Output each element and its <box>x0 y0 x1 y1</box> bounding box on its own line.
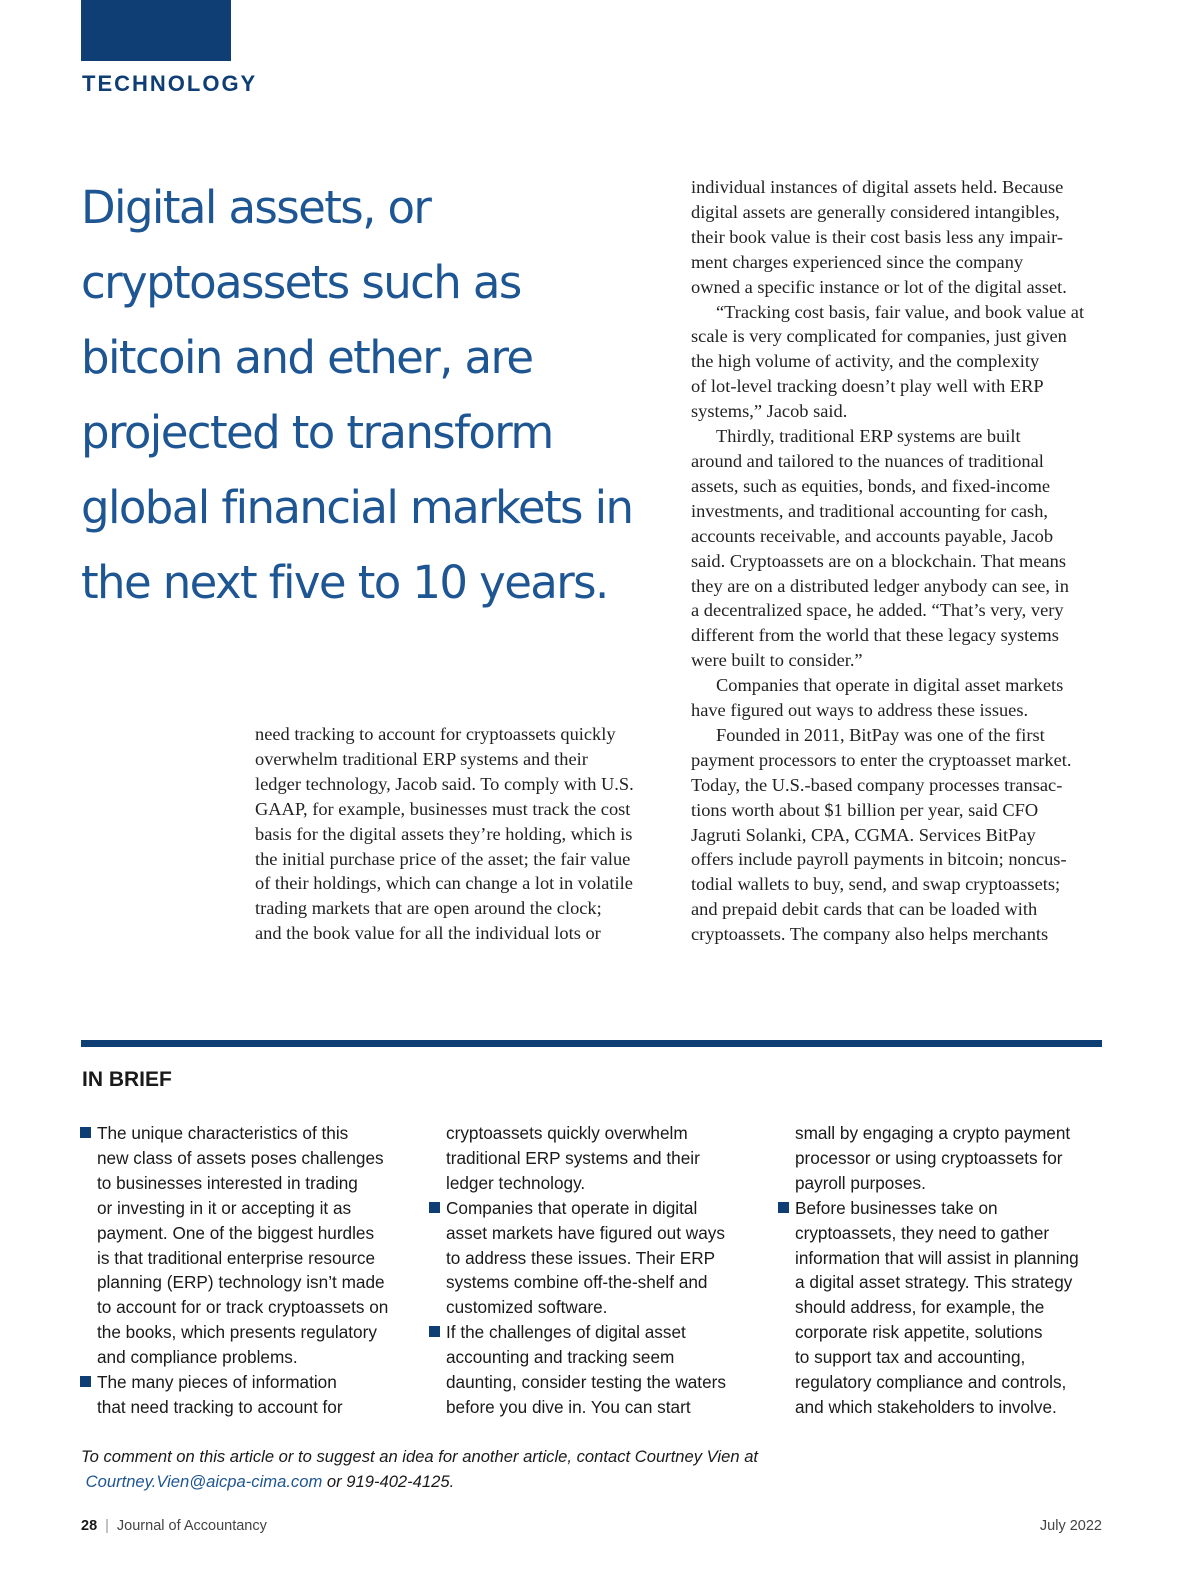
contact-line-2 <box>81 1469 758 1494</box>
in-brief-line: traditional ERP systems and their <box>446 1147 700 1168</box>
article-column-right <box>691 175 1111 947</box>
body-line: of their holdings, which can change a lot in volatile <box>255 873 633 894</box>
body-line: ledger technology, Jacob said. To comply with U.S. <box>255 773 634 794</box>
in-brief-line: payroll purposes. <box>795 1172 926 1193</box>
pull-quote-line: cryptoassets such as <box>81 256 521 309</box>
header-accent-block <box>81 0 231 61</box>
in-brief-line: and compliance problems. <box>97 1347 298 1368</box>
in-brief-line: to businesses interested in trading <box>97 1172 358 1193</box>
body-line: they are on a distributed ledger anybody can see, in <box>691 575 1069 596</box>
in-brief-line: should address, for example, the <box>795 1297 1045 1318</box>
body-line: trading markets that are open around the clock; <box>255 898 602 919</box>
in-brief-line: regulatory compliance and controls, <box>795 1372 1067 1393</box>
body-line: overwhelm traditional ERP systems and their <box>255 748 588 769</box>
in-brief-bullet-line: Before businesses take on <box>779 1196 1109 1221</box>
in-brief-bullet-line: Companies that operate in digital <box>430 1196 760 1221</box>
body-line: todial wallets to buy, send, and swap cryptoassets; <box>691 874 1061 895</box>
in-brief-line: that need tracking to account for <box>97 1396 343 1417</box>
pull-quote-line: the next five to 10 years. <box>81 556 608 609</box>
body-line: owned a specific instance or lot of the digital asset. <box>691 276 1067 297</box>
body-line: investments, and traditional accounting for cash, <box>691 500 1048 521</box>
body-line: have figured out ways to address these issues. <box>691 700 1029 721</box>
footer-left <box>81 1518 267 1534</box>
in-brief-line: to support tax and accounting, <box>795 1347 1026 1368</box>
in-brief-line: the books, which presents regulatory <box>97 1322 377 1343</box>
in-brief-line: corporate risk appetite, solutions <box>795 1322 1043 1343</box>
body-line: Jagruti Solanki, CPA, CGMA. Services BitPay <box>691 824 1036 845</box>
in-brief-title: IN BRIEF <box>82 1068 172 1091</box>
issue-date: July 2022 <box>1039 1518 1102 1534</box>
body-line: and prepaid debit cards that can be loaded with <box>691 899 1038 920</box>
in-brief-line: new class of assets poses challenges <box>97 1147 384 1168</box>
body-line: need tracking to account for cryptoassets quickly <box>255 724 616 744</box>
in-brief-line: payment. One of the biggest hurdles <box>97 1222 375 1243</box>
in-brief-line: small by engaging a crypto payment <box>795 1123 1071 1143</box>
article-column-middle <box>255 722 665 946</box>
body-line: ment charges experienced since the company <box>691 251 1024 272</box>
contact-line-1: To comment on this article or to suggest an idea for another article, contact Courtney Vien at <box>81 1447 759 1466</box>
pull-quote-line: bitcoin and ether, are <box>81 331 533 384</box>
body-line: their book value is their cost basis less any impair- <box>691 226 1063 247</box>
pull-quote-line: projected to transform <box>81 406 553 459</box>
body-line: cryptoassets. The company also helps merchants <box>691 924 1049 945</box>
body-line: the high volume of activity, and the complexity <box>691 351 1040 372</box>
body-line: the initial purchase price of the asset; the fair value <box>255 848 631 869</box>
in-brief-line: planning (ERP) technology isn’t made <box>97 1272 385 1293</box>
contact-note <box>81 1444 758 1494</box>
body-line: payment processors to enter the cryptoasset market. <box>691 749 1072 770</box>
in-brief-column-3 <box>779 1121 1109 1420</box>
contact-phone-text: or 919-402-4125. <box>322 1472 455 1491</box>
in-brief-line: asset markets have figured out ways <box>446 1222 725 1243</box>
footer-separator: | <box>105 1518 109 1534</box>
in-brief-line: processor or using cryptoassets for <box>795 1147 1063 1168</box>
in-brief-divider <box>81 1040 1102 1047</box>
body-line: Today, the U.S.-based company processes transac- <box>691 774 1063 795</box>
body-line: Founded in 2011, BitPay was one of the first <box>716 724 1045 745</box>
body-line: said. Cryptoassets are on a blockchain. That means <box>691 550 1067 571</box>
pull-quote-line: Digital assets, or <box>81 181 431 234</box>
body-line: assets, such as equities, bonds, and fixed-income <box>691 475 1051 496</box>
body-line: of lot-level tracking doesn’t play well with ERP <box>691 376 1044 397</box>
body-line: GAAP, for example, businesses must track the cost <box>255 798 631 819</box>
in-brief-bullet-line: The many pieces of information <box>81 1370 411 1395</box>
in-brief-column-1 <box>81 1121 411 1420</box>
contact-email-link[interactable]: Courtney.Vien@aicpa-cima.com <box>85 1472 323 1491</box>
in-brief-line: customized software. <box>446 1297 608 1318</box>
in-brief-line: cryptoassets quickly overwhelm <box>446 1123 688 1143</box>
body-line: a decentralized space, he added. “That’s very, very <box>691 600 1064 621</box>
body-line: Thirdly, traditional ERP systems are built <box>716 426 1021 447</box>
in-brief-line: accounting and tracking seem <box>446 1347 675 1368</box>
body-line: basis for the digital assets they’re holding, which is <box>255 823 633 844</box>
publication-name: Journal of Accountancy <box>116 1518 267 1534</box>
body-line: tions worth about $1 billion per year, said CFO <box>691 799 1039 820</box>
body-line: “Tracking cost basis, fair value, and book value at <box>716 301 1085 322</box>
pull-quote-line: global financial markets in <box>81 481 633 534</box>
in-brief-column-2 <box>430 1121 760 1420</box>
body-line: Companies that operate in digital asset markets <box>716 675 1064 696</box>
in-brief-line: systems combine off-the-shelf and <box>446 1272 708 1293</box>
in-brief-line: to address these issues. Their ERP <box>446 1247 716 1268</box>
body-line: offers include payroll payments in bitcoin; noncus- <box>691 849 1067 870</box>
body-line: systems,” Jacob said. <box>691 401 848 422</box>
in-brief-line: cryptoassets, they need to gather <box>795 1222 1050 1243</box>
in-brief-line: is that traditional enterprise resource <box>97 1247 376 1268</box>
body-line: were built to consider.” <box>691 650 863 671</box>
page-number: 28 <box>81 1518 98 1534</box>
in-brief-line: ledger technology. <box>446 1172 586 1193</box>
in-brief-bullet-line: If the challenges of digital asset <box>430 1320 760 1345</box>
pull-quote <box>81 170 651 620</box>
body-line: around and tailored to the nuances of traditional <box>691 450 1044 471</box>
in-brief-line: to account for or track cryptoassets on <box>97 1297 389 1318</box>
section-label: TECHNOLOGY <box>82 71 258 96</box>
in-brief-line: and which stakeholders to involve. <box>795 1396 1057 1417</box>
in-brief-bullet-line: The unique characteristics of this <box>81 1121 411 1146</box>
in-brief-line: a digital asset strategy. This strategy <box>795 1272 1073 1293</box>
body-line: and the book value for all the individual lots or <box>255 923 601 944</box>
in-brief-line: before you dive in. You can start <box>446 1396 691 1417</box>
in-brief-line: daunting, consider testing the waters <box>446 1372 726 1393</box>
body-line: individual instances of digital assets held. Because <box>691 177 1064 197</box>
in-brief-line: information that will assist in planning <box>795 1247 1079 1268</box>
body-line: different from the world that these legacy systems <box>691 625 1059 646</box>
body-line: digital assets are generally considered intangibles, <box>691 201 1060 222</box>
body-line: accounts receivable, and accounts payable, Jacob <box>691 525 1054 546</box>
in-brief-line: or investing in it or accepting it as <box>97 1197 352 1218</box>
body-line: scale is very complicated for companies, just given <box>691 326 1067 347</box>
